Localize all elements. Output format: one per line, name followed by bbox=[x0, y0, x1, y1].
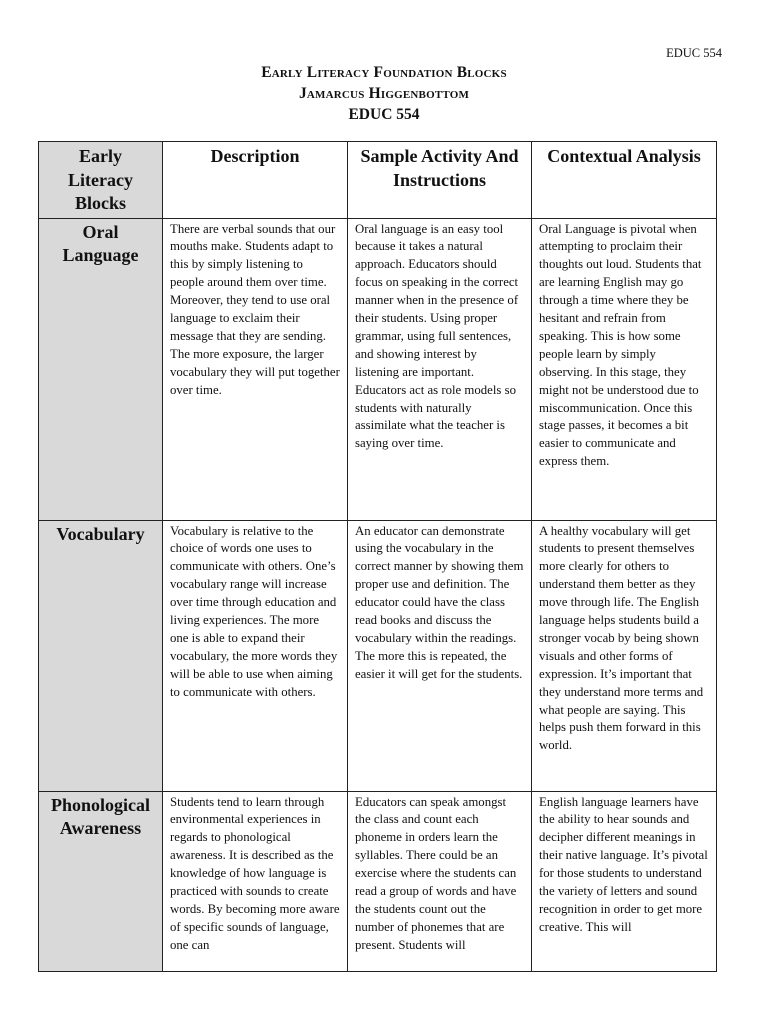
description-cell bbox=[163, 218, 348, 520]
table-header-row bbox=[39, 142, 717, 219]
document-header bbox=[0, 62, 768, 125]
row-header-phonological-awareness: Phonological Awareness bbox=[39, 791, 163, 971]
literacy-blocks-table bbox=[38, 141, 717, 972]
course-code-tag: EDUC 554 bbox=[666, 46, 722, 60]
description-cell bbox=[163, 791, 348, 971]
row-header-oral-language: Oral Language bbox=[39, 218, 163, 520]
activity-text: Oral language is an easy tool because it takes a natural approach. Educators should focus on speaking in the correct manner when in the presence of their students. Using proper grammar, using full sentences, and showing interest by listening are important. Educators act as role models so students with naturally assimilate what the teacher is saying over time. bbox=[355, 221, 519, 451]
analysis-text: English language learners have the ability to hear sounds and decipher different meanings in their native language. It’s pivotal for those students to understand the variety of letters and sound recognition in order to get more creative. This will bbox=[539, 794, 708, 934]
analysis-cell bbox=[532, 520, 717, 791]
description-cell bbox=[163, 520, 348, 791]
activity-text: Educators can speak amongst the class and count each phoneme in orders learn the syllables. There could be an exercise where the students can read a group of words and have the students count out the number of phonemes that are present. Students will bbox=[355, 794, 517, 952]
analysis-cell bbox=[532, 791, 717, 971]
column-header-blocks: Early Literacy Blocks bbox=[39, 142, 163, 219]
description-text: Students tend to learn through environmental experiences in regards to phonological awareness. It is described as the knowledge of how language is practiced with sounds to create words. By becoming more aware of specific sounds of language, one can bbox=[170, 794, 340, 952]
document-author: Jamarcus Higgenbottom bbox=[298, 85, 470, 102]
analysis-text: Oral Language is pivotal when attempting to proclaim their thoughts out loud. Students that are learning English may go through a time where they be hesitant and refrain from speaking. This is how some people learn by simply observing. In this stage, they might not be understood due to miscommunication. Once this stage passes, it becomes a bit easier to communicate and express them. bbox=[539, 221, 702, 469]
analysis-text: A healthy vocabulary will get students to present themselves more clearly for others to understand them better as they move through life. The English language helps students build a stronger vocab by being shown visuals and other forms of expression. It’s important that they understand more terms and what people are saying. This helps push them forward in this world. bbox=[539, 523, 704, 753]
activity-cell bbox=[348, 791, 532, 971]
table-row bbox=[39, 791, 717, 971]
table-row bbox=[39, 218, 717, 520]
table-row bbox=[39, 520, 717, 791]
column-header-analysis: Contextual Analysis bbox=[532, 142, 717, 219]
description-text: Vocabulary is relative to the choice of words one uses to communicate with others. One’s vocabulary range will increase over time through education and living experiences. The more one is able to expand their vocabulary, the more words they will be able to use when aiming to communicate with others. bbox=[170, 523, 338, 699]
description-text: There are verbal sounds that our mouths make. Students adapt to this by simply listening to people around them over time. Moreover, they tend to use oral language to exclaim their message that they are sending. The more exposure, the larger vocabulary they will put together over time. bbox=[170, 221, 340, 397]
document-title: Early Literacy Foundation Blocks bbox=[261, 64, 507, 81]
activity-cell bbox=[348, 520, 532, 791]
column-header-description: Description bbox=[163, 142, 348, 219]
column-header-activity: Sample Activity And Instructions bbox=[348, 142, 532, 219]
activity-text: An educator can demonstrate using the vocabulary in the correct manner by showing them proper use and definition. The educator could have the class read books and discuss the vocabulary within the readings. The more this is repeated, the easier it will get for the students. bbox=[355, 523, 524, 681]
row-header-vocabulary: Vocabulary bbox=[39, 520, 163, 791]
document-course: EDUC 554 bbox=[348, 106, 420, 123]
activity-cell bbox=[348, 218, 532, 520]
analysis-cell bbox=[532, 218, 717, 520]
